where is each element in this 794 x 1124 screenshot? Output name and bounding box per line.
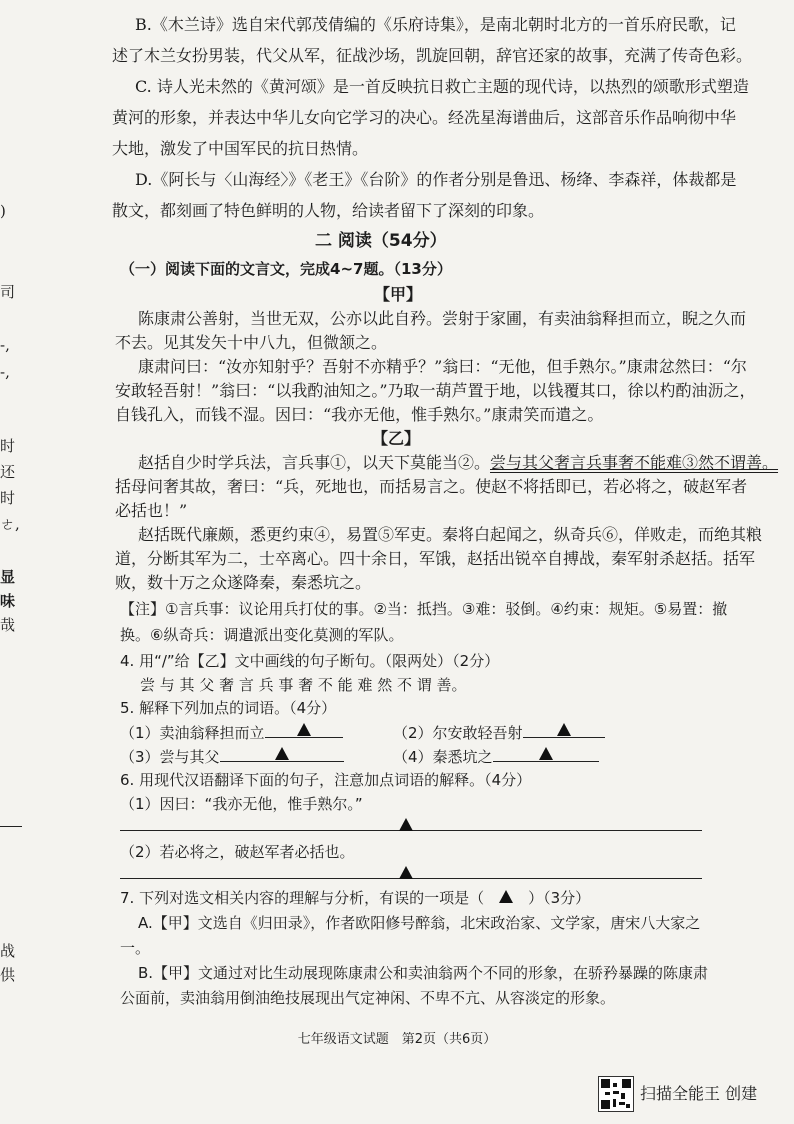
answer-blank[interactable] <box>265 721 343 738</box>
q7-option-b: B.【甲】文通过对比生动展现陈康肃公和卖油翁两个不同的形象，在骄矜暴躁的陈康肃 <box>138 964 709 982</box>
option-c-line: C. 诗人光未然的《黄河颂》是一首反映抗日救亡主题的现代诗，以热烈的颂歌形式塑造 <box>135 77 749 96</box>
option-b-line: 述了木兰女扮男装，代父从军，征战沙场，凯旋回朝，辞官还家的故事，充满了传奇色彩。 <box>112 46 753 65</box>
edge-mark: 司 <box>0 283 16 301</box>
answer-blank[interactable] <box>220 745 344 762</box>
answer-blank[interactable] <box>523 721 605 738</box>
q5-item <box>393 721 605 744</box>
q6-stem: 6. 用现代汉语翻译下面的句子，注意加点词语的解释。（4分） <box>120 771 532 789</box>
note-line: 换。⑥纵奇兵：调遣派出变化莫测的军队。 <box>120 626 404 644</box>
q4-stem: 4. 用“/”给【乙】文中画线的句子断句。（限两处）（2分） <box>120 652 500 670</box>
scanner-brand: 扫描全能王 创建 <box>640 1084 758 1103</box>
q7-option-a: A.【甲】文选自《归田录》，作者欧阳修号醉翁，北宋政治家、文学家，唐宋八大家之 <box>138 914 701 932</box>
q5-item-text: （3）尝与其父 <box>120 748 220 766</box>
q7-option-a: 一。 <box>120 939 151 957</box>
passage-line: 陈康肃公善射，当世无双，公亦以此自矜。尝射于家圃，有卖油翁释担而立，睨之久而 <box>138 309 747 328</box>
q5-item-text: （2）尔安敢轻吾射 <box>393 724 523 742</box>
edge-mark: -, <box>0 336 10 354</box>
q5-item-text: （4）秦悉坑之 <box>393 748 493 766</box>
edge-mark: 时 <box>0 489 16 507</box>
q7-stem-end: ）（3分） <box>528 889 591 907</box>
section-title: 二 阅读（54分） <box>315 231 447 251</box>
q7-stem <box>120 887 590 909</box>
passage-line <box>138 452 778 474</box>
edge-mark: 味 <box>0 592 16 610</box>
answer-triangle-icon <box>399 818 413 831</box>
answer-triangle-icon <box>499 890 513 903</box>
option-d-line: 散文，都刻画了特色鲜明的人物，给读者留下了深刻的印象。 <box>112 201 545 220</box>
answer-blank[interactable] <box>493 745 599 762</box>
option-c-line: 大地，激发了中国军民的抗日热情。 <box>112 139 369 158</box>
passage-line: 安敢轻吾射！”翁曰：“以我酌油知之。”乃取一葫芦置于地，以钱覆其口，徐以杓酌油沥之， <box>115 381 756 400</box>
passage-line: 自钱孔入，而钱不湿。因曰：“我亦无他，惟手熟尔。”康肃笑而遣之。 <box>115 405 604 424</box>
q7-option-b: 公面前，卖油翁用倒油绝技展现出气定神闲、不卑不亢、从容淡定的形象。 <box>120 989 616 1007</box>
passage-line: 道，分断其军为二，士卒离心。四十余日，军饿，赵括出锐卒自搏战，秦军射杀赵括。括军 <box>115 549 756 568</box>
q7-answer-slot[interactable] <box>484 887 528 909</box>
passage-line: 括母问奢其故，奢曰：“兵，死地也，而括易言之。使赵不将括即已，若必将之，破赵军者 <box>115 477 748 496</box>
page-footer: 七年级语文试题 第2页（共6页） <box>297 1032 497 1047</box>
answer-triangle-icon <box>539 747 553 760</box>
q5-item <box>120 721 343 744</box>
q4-sentence: 尝 与 其 父 奢 言 兵 事 奢 不 能 难 然 不 谓 善。 <box>140 676 467 694</box>
q5-item <box>120 745 344 768</box>
edge-mark: 哉 <box>0 616 16 634</box>
part-heading: （一）阅读下面的文言文，完成4~7题。（13分） <box>120 260 452 278</box>
underlined-sentence: 尝与其父奢言兵事奢不能难③然不谓善。 <box>490 453 779 472</box>
edge-mark: ) <box>0 202 6 220</box>
qr-code-icon <box>598 1076 634 1112</box>
passage-yi-label: 【乙】 <box>372 429 421 448</box>
edge-rule <box>0 826 22 827</box>
q5-stem: 5. 解释下列加点的词语。（4分） <box>120 699 337 717</box>
q5-item-text: （1）卖油翁释担而立 <box>120 724 265 742</box>
passage-jia-label: 【甲】 <box>374 285 423 304</box>
q5-item <box>393 745 599 768</box>
passage-line: 必括也！” <box>115 501 188 520</box>
answer-triangle-icon <box>275 747 289 760</box>
passage-text: 赵括自少时学兵法，言兵事①，以天下莫能当②。 <box>138 453 491 472</box>
passage-line: 败，数十万之众遂降秦，秦悉坑之。 <box>115 573 372 592</box>
option-c-line: 黄河的形象，并表达中华儿女向它学习的决心。经冼星海谱曲后，这部音乐作品响彻中华 <box>112 108 737 127</box>
edge-mark: ㄜ, <box>0 515 20 533</box>
option-b-line: B.《木兰诗》选自宋代郭茂倩编的《乐府诗集》，是南北朝时北方的一首乐府民歌，记 <box>135 15 736 34</box>
edge-mark: 显 <box>0 568 16 586</box>
edge-mark: -, <box>0 363 10 381</box>
note-line: 【注】①言兵事：议论用兵打仗的事。②当：抵挡。③难：驳倒。④约束：规矩。⑤易置：撤 <box>120 600 728 618</box>
edge-mark: 时 <box>0 437 16 455</box>
option-d-line: D.《阿长与〈山海经〉》《老王》《台阶》的作者分别是鲁迅、杨绛、李森祥，体裁都是 <box>135 170 737 189</box>
passage-line: 康肃问曰：“汝亦知射乎？吾射不亦精乎？”翁曰：“无他，但手熟尔。”康肃忿然曰：“尔 <box>138 357 747 376</box>
edge-mark: 供 <box>0 966 16 984</box>
edge-mark: 战 <box>0 942 16 960</box>
q6-item: （1）因曰：“我亦无他，惟手熟尔。” <box>120 795 363 813</box>
edge-mark: 还 <box>0 463 16 481</box>
answer-triangle-icon <box>297 723 311 736</box>
passage-line: 不去。见其发矢十中八九，但微颔之。 <box>115 333 388 352</box>
q6-item: （2）若必将之，破赵军者必括也。 <box>120 843 355 861</box>
passage-line: 赵括既代廉颇，悉更约束④，易置⑤军吏。秦将白起闻之，纵奇兵⑥，佯败走，而绝其粮 <box>138 525 763 544</box>
answer-triangle-icon <box>399 866 413 879</box>
q7-stem-text: 7. 下列对选文相关内容的理解与分析，有误的一项是（ <box>120 889 485 907</box>
answer-triangle-icon <box>557 723 571 736</box>
